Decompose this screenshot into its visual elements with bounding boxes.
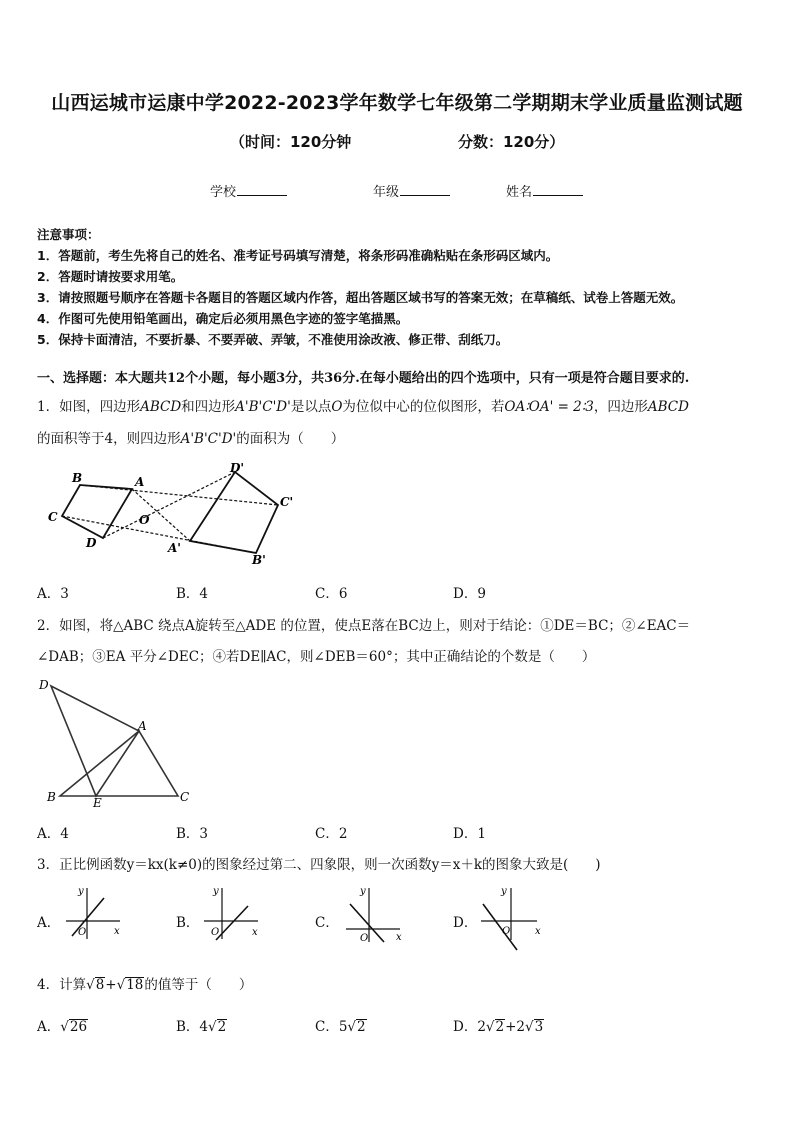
q4-option-c-label: C．5 [315,1019,348,1035]
q3-option-a[interactable]: A． [37,915,61,931]
q4-text: 的值等于（ ） [144,977,253,993]
sqrt-18: 18 [126,977,144,993]
name-blank [533,183,583,196]
notice-heading: 注意事项： [37,227,100,242]
q1-option-b[interactable]: B．4 [176,586,209,602]
q3-line1: 3．正比例函数y＝kx(k≠0)的图象经过第二、四象限，则一次函数y＝x＋k的图象大致是( ) [37,857,601,873]
q1-figure [40,458,310,568]
q4-text: 4．计算 [37,977,87,993]
label-b: B [72,471,83,485]
label-c-prime: C' [280,495,294,509]
label-d: D [39,678,49,692]
q2-option-d[interactable]: D．1 [453,826,486,842]
axis-o: O [502,926,511,937]
notice-item: 1．答题前，考生先将自己的姓名、准考证号码填写清楚，将条形码准确粘贴在条形码区域内。 [37,248,559,263]
quad-abcd [62,485,132,538]
q3-option-c[interactable]: C． [315,915,339,931]
notice-item: 3．请按照题号顺序在答题卡各题目的答题区域内作答，超出答题区域书写的答案无效；在草稿纸、试卷上答题无效。 [37,290,684,305]
axis-y: y [78,886,84,897]
grade-label: 年级 [373,185,400,200]
axis-o: O [78,927,87,938]
q1-option-d[interactable]: D．9 [453,586,486,602]
q1-abcd-prime: A'B'C'D' [180,431,237,447]
q3-graph-b [198,884,268,944]
exam-time: （时间：120分钟 [230,133,352,151]
label-c: C [48,510,58,524]
label-a: A [135,475,145,489]
q4-option-d[interactable]: D．2√2+2√3 [453,1019,544,1035]
q1-text: 和四边形 [181,399,236,415]
notice-item: 2．答题时请按要求用笔。 [37,269,184,284]
q3-option-b[interactable]: B． [176,915,200,931]
exam-title: 山西运城市运康中学2022-2023学年数学七年级第二学期期末学业质量监测试题 [51,92,743,114]
label-d-prime: D' [230,461,245,475]
quad-abcd-prime [190,472,278,553]
sqrt-2: 2 [357,1019,366,1035]
q1-text: 的面积等于4，则四边形 [37,431,181,447]
q1-option-a[interactable]: A．3 [37,586,69,602]
label-d: D [86,536,97,550]
q1-text: 是以点 [290,399,332,415]
q1-ratio: OA∶OA' = 2∶3 [504,399,594,415]
axis-y: y [360,886,366,897]
q3-option-d[interactable]: D． [453,915,478,931]
q3-graph-c [340,884,410,944]
q1-abcd: ABCD [140,399,182,415]
q1-text: 为位似中心的位似图形，若 [342,399,505,415]
q3-graph-d [475,884,547,954]
q4-option-a[interactable]: A．√26 [37,1019,88,1035]
label-a-prime: A' [168,541,181,555]
sqrt-2: 2 [495,1019,505,1035]
notice-item: 5．保持卡面清洁，不要折暴、不要弄破、弄皱，不准使用涂改液、修正带、刮纸刀。 [37,332,509,347]
q4-option-c[interactable]: C．5√2 [315,1019,366,1035]
q3-graph-a [60,884,130,944]
axis-y: y [213,886,219,897]
q1-text: ，四边形 [593,399,648,415]
name-label: 姓名 [506,185,533,200]
triangle-abc [60,731,178,796]
q4-line: 4．计算√8+√18的值等于（ ） [37,977,253,993]
axis-x: x [535,926,541,937]
sqrt-2: 2 [217,1019,227,1035]
q2-option-b[interactable]: B．3 [176,826,209,842]
label-e: E [93,796,102,810]
axis-o: O [211,927,220,938]
q2-option-a[interactable]: A．4 [37,826,69,842]
q4-option-d-mid: +2 [505,1019,526,1035]
label-c: C [180,790,190,804]
label-b: B [47,790,56,804]
q4-option-b-label: B．4 [176,1019,209,1035]
axis-x: x [114,926,120,937]
school-label: 学校 [210,185,237,200]
q1-o: O [331,399,343,415]
q2-figure [35,675,205,810]
school-field [210,181,287,200]
grade-field [373,181,450,200]
q1-abcd: ABCD [647,399,689,415]
axis-x: x [396,932,402,943]
section-heading: 一、选择题：本大题共12个小题，每小题3分，共36分.在每小题给出的四个选项中，只有一项是符合题目要求的. [37,371,690,386]
school-blank [237,183,287,196]
axis-x: x [252,927,258,938]
label-b-prime: B' [252,553,266,567]
sqrt-26: 26 [69,1019,88,1035]
q1-abcd-prime: A'B'C'D' [235,399,291,415]
q1-text: 1．如图，四边形 [37,399,141,415]
label-a: A [138,719,147,733]
q1-option-c[interactable]: C．6 [315,586,348,602]
notice-item: 4．作图可先使用铅笔画出，确定后必须用黑色字迹的签字笔描黑。 [37,311,409,326]
q1-line2 [37,427,344,447]
q2-option-c[interactable]: C．2 [315,826,348,842]
axis-o: O [360,933,369,944]
q2-line2: ∠DAB；③EA 平分∠DEC；④若DE∥AC，则∠DEB＝60°；其中正确结论的个数是（ ） [37,649,596,665]
notice-block [37,224,683,350]
grade-blank [400,183,450,196]
exam-score: 分数：120分） [458,133,565,151]
q1-text: 的面积为（ ） [236,431,345,447]
q1-line1 [37,395,689,415]
label-o: O [139,513,150,527]
q4-option-a-label: A． [37,1019,61,1035]
q4-option-b[interactable]: B．4√2 [176,1019,227,1035]
name-field [506,181,583,200]
axis-y: y [501,886,507,897]
q4-option-d-label: D．2 [453,1019,486,1035]
q4-plus: + [105,977,117,993]
sqrt-8: 8 [95,977,105,993]
sqrt-3: 3 [534,1019,544,1035]
q2-line1: 2．如图，将△ABC 绕点A旋转至△ADE 的位置，使点E落在BC边上，则对于结论：①DE＝BC；②∠EAC＝ [37,618,691,634]
